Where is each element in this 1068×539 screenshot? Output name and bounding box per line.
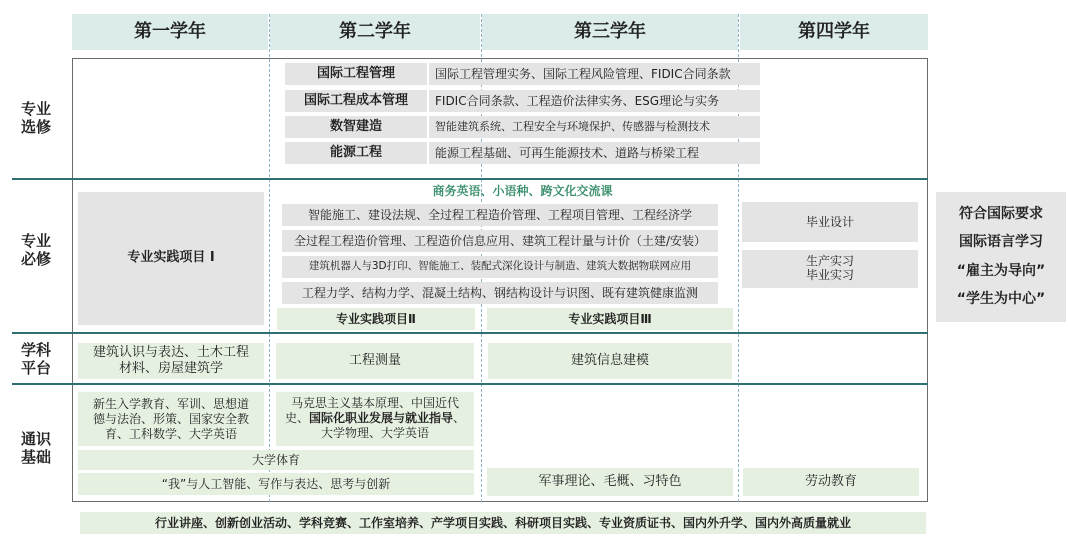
general-year-2 bbox=[276, 392, 474, 446]
elective-track-courses: 智能建筑系统、工程安全与环境保护、传感器与检测技术 bbox=[429, 116, 760, 138]
career-guidance-course: 国际化职业发展与就业指导 bbox=[308, 411, 453, 425]
graduation-design: 毕业设计 bbox=[742, 202, 918, 242]
side-note: 符合国际要求 bbox=[959, 205, 1043, 222]
elective-track-courses: FIDIC合同条款、工程造价法律实务、ESG理论与实务 bbox=[429, 90, 760, 112]
row-label-platform: 学科 平台 bbox=[20, 341, 51, 377]
required-course-line: 智能施工、建设法规、全过程工程造价管理、工程项目管理、工程经济学 bbox=[282, 204, 718, 226]
row-label-elective: 专业 选修 bbox=[20, 100, 51, 136]
row-separator bbox=[12, 178, 928, 180]
row-separator bbox=[12, 332, 928, 334]
header-year-2: 第二学年 bbox=[270, 14, 480, 50]
required-course-line: 全过程工程造价管理、工程造价信息应用、建筑工程计量与计价（土建/安装） bbox=[282, 230, 718, 252]
row-label-required: 专业 必修 bbox=[20, 232, 51, 268]
header-year-3: 第三学年 bbox=[482, 14, 738, 50]
elective-track-courses: 国际工程管理实务、国际工程风险管理、FIDIC合同条款 bbox=[429, 63, 760, 85]
row-separator bbox=[12, 383, 928, 385]
labor-education: 劳动教育 bbox=[743, 468, 919, 496]
language-courses: 商务英语、小语种、跨文化交流课 bbox=[432, 183, 613, 198]
practice-project-2: 专业实践项目Ⅱ bbox=[277, 308, 475, 330]
general-year-2-text: 马克思主义基本原理、中国近代 史、 bbox=[284, 396, 459, 425]
production-practice: 生产实习 毕业实习 bbox=[742, 250, 918, 288]
required-course-line: 建筑机器人与3D打印、智能施工、装配式深化设计与制造、建筑大数据物联网应用 bbox=[282, 256, 718, 278]
military-theory-course: 军事理论、毛概、习特色 bbox=[487, 468, 733, 496]
physical-education: 大学体育 bbox=[78, 450, 474, 470]
elective-track-name: 数智建造 bbox=[285, 116, 427, 138]
side-note: “雇主为导向” bbox=[956, 262, 1046, 279]
platform-year-1: 建筑认识与表达、土木工程 材料、房屋建筑学 bbox=[78, 343, 264, 379]
platform-year-2: 工程测量 bbox=[276, 343, 474, 379]
ai-writing-course: “我”与人工智能、写作与表达、思考与创新 bbox=[78, 473, 474, 495]
side-note: 国际语言学习 bbox=[959, 234, 1043, 250]
side-note: “学生为中心” bbox=[956, 291, 1046, 307]
elective-track-name: 能源工程 bbox=[285, 142, 427, 164]
header-year-4: 第四学年 bbox=[740, 14, 928, 50]
row-label-general: 通识 基础 bbox=[20, 430, 51, 466]
footer-activities: 行业讲座、创新创业活动、学科竞赛、工作室培养、产学项目实践、科研项目实践、专业资质证书、国内外升学、国内外高质量就业 bbox=[80, 512, 926, 534]
elective-track-name: 国际工程管理 bbox=[285, 63, 427, 85]
header-year-1: 第一学年 bbox=[72, 14, 268, 50]
required-course-line: 工程力学、结构力学、混凝土结构、钢结构设计与识图、既有建筑健康监测 bbox=[282, 282, 718, 304]
column-divider bbox=[738, 14, 739, 502]
practice-project-1: 专业实践项目 I bbox=[78, 192, 264, 325]
practice-project-3: 专业实践项目Ⅲ bbox=[487, 308, 733, 330]
general-year-2-text-end: 、 大学物理、大学英语 bbox=[320, 411, 466, 440]
side-notes-panel bbox=[936, 192, 1066, 322]
column-divider bbox=[269, 14, 270, 502]
general-year-1: 新生入学教育、军训、思想道 德与法治、形策、国家安全教 育、工科数学、大学英语 bbox=[78, 392, 264, 446]
platform-year-3: 建筑信息建模 bbox=[488, 343, 732, 379]
elective-track-name: 国际工程成本管理 bbox=[285, 90, 427, 112]
elective-track-courses: 能源工程基础、可再生能源技术、道路与桥梁工程 bbox=[429, 142, 760, 164]
